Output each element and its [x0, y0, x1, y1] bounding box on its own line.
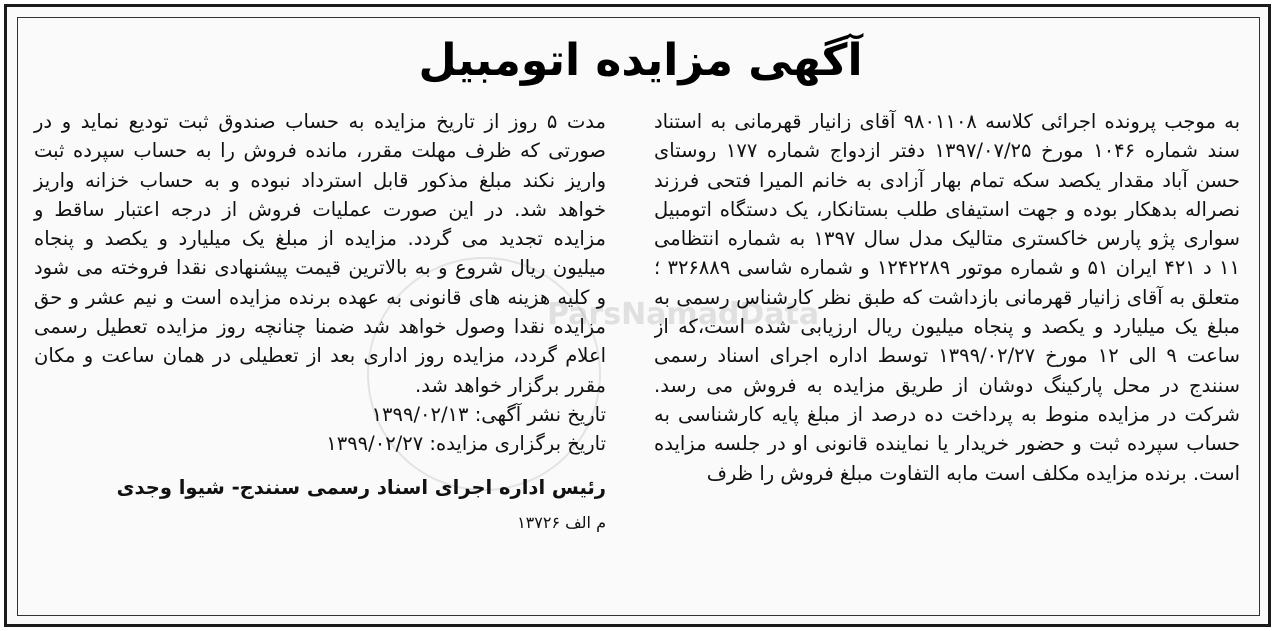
signature-line: رئیس اداره اجرای اسناد رسمی سنندج- شیوا وجدی — [116, 475, 606, 499]
notice-body-part-1: به موجب پرونده اجرائی کلاسه ۹۸۰۱۱۰۸ آقای زانیار قهرمانی به استناد سند شماره ۱۰۴۶ مورخ ۱۳۹۷/۰۷/۲۵ دفتر ازدواج شماره ۱۷۷ روستای حسن آباد مقدار یکصد سکه تمام بهار آزادی به خانم المیرا فتحی فرزند نصراله بدهکار بوده و جهت استیفای طلب بستانکار، یک دستگاه اتومبیل سواری پژو پارس خاکستری متالیک مدل سال ۱۳۹۷ به شماره انتظامی ۱۱ د ۴۲۱ ایران ۵۱ و شماره موتور ۱۲۴۲۲۸۹ و شماره شاسی ۳۲۶۸۸۹ ؛ متعلق به آقای زانیار قهرمانی بازداشت که طبق نظر کارشناس رسمی به مبلغ یک میلیارد و یکصد و پنجاه میلیون ریال ارزیابی شده است،که از ساعت ۹ الی ۱۲ مورخ ۱۳۹۹/۰۲/۲۷ توسط اداره اجرای اسناد رسمی سنندج در محل پارکینگ دوشان از طریق مزایده به فروش می رسد. شرکت در مزایده منوط به پرداخت ده درصد از مبلغ پایه کارشناسی به حساب سپرده ثبت و حضور خریدار یا نماینده قانونی او در جلسه مزایده است. برنده مزایده مکلف است مابه التفاوت مبلغ فروش را ظرف — [654, 110, 1240, 485]
watermark-logo: ParsNamadData — [547, 297, 820, 332]
notice-title: آگهی مزایده اتومبیل — [418, 35, 863, 86]
publish-date: تاریخ نشر آگهی: ۱۳۹۹/۰۲/۱۳ — [371, 402, 606, 426]
notice-right-column — [654, 107, 1240, 603]
notice-left-column — [34, 107, 606, 537]
notice-frame — [4, 4, 1271, 627]
reference-number: م الف ۱۳۷۲۶ — [517, 512, 606, 532]
notice-body-part-2: مدت ۵ روز از تاریخ مزایده به حساب صندوق ثبت تودیع نماید و در صورتی که ظرف مهلت مقرر، مانده فروش را به حساب سپرده ثبت واریز نکند مبلغ مذکور قابل استرداد نبوده و به حساب خزانه واریز خواهد شد. در این صورت عملیات فروش از درجه اعتبار ساقط و مزایده تجدید می گردد. مزایده از مبلغ یک میلیارد و یکصد و پنجاه میلیون ریال شروع و به بالاترین قیمت پیشنهادی نقدا فروخته می شود و کلیه هزینه های قانونی به عهده برنده مزایده است و نیم عشر و حق مزایده نقدا وصول خواهد شد ضمنا چنانچه روز مزایده تعطیل رسمی اعلام گردد، مزایده روز اداری بعد از تعطیلی در همان ساعت و مکان مقرر برگزار خواهد شد. — [34, 110, 606, 397]
auction-date: تاریخ برگزاری مزایده: ۱۳۹۹/۰۲/۲۷ — [326, 432, 606, 456]
